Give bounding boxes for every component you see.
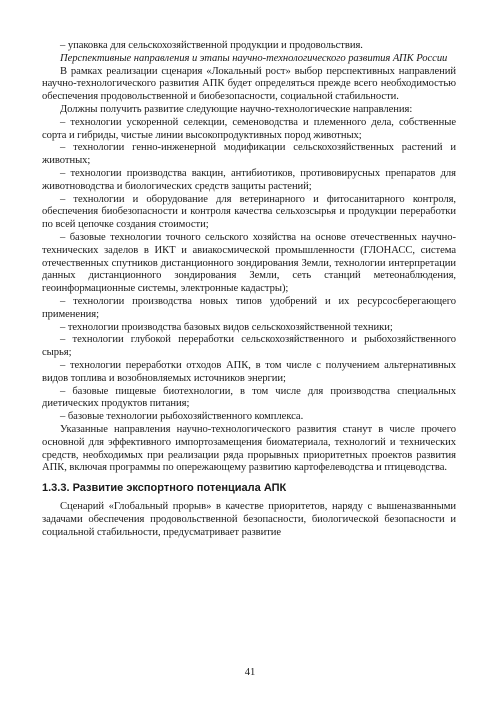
section-heading: 1.3.3. Развитие экспортного потенциала АПК bbox=[42, 482, 287, 495]
paragraph-import-substitution: Указанные направления научно-технологического развития станут в числе прочего основной для эффективного импортозамещения биоматериала, технологий и технических средств, необходимых при реализации ряда прорывных приоритетных проектов развития АПК, включая программы по опережающему развитию картофелеводства и птицеводства. bbox=[42, 423, 456, 474]
list-item-machinery: – технологии производства базовых видов сельскохозяйственной техники; bbox=[60, 321, 393, 333]
page-number: 41 bbox=[244, 667, 256, 678]
list-item-fertilizers: – технологии производства новых типов удобрений и их ресурсосберегающего применения; bbox=[42, 295, 456, 320]
paragraph-local-growth: В рамках реализации сценария «Локальный рост» выбор перспективных направлений научно-технологического развития АПК будет определяться прежде всего необходимостью обеспечения продовольственной и биобезопасности, социальной стабильности. bbox=[42, 65, 456, 103]
body-text-top bbox=[42, 40, 456, 475]
paragraph-directions-intro: Должны получить развитие следующие научно-технологические направления: bbox=[60, 103, 413, 115]
list-item-selection: – технологии ускоренной селекции, семеноводства и племенного дела, собственные сорта и гибриды, чистые линии высокопродуктивных пород животных; bbox=[42, 116, 456, 141]
subsection-title: Перспективные направления и этапы научно-технологического развития АПК России bbox=[60, 52, 448, 64]
body-text-bottom bbox=[42, 501, 456, 539]
list-item-fishery: – базовые технологии рыбохозяйственного комплекса. bbox=[60, 411, 304, 423]
list-item-deep-processing: – технологии глубокой переработки сельскохозяйственного и рыбохозяйственного сырья; bbox=[42, 334, 456, 359]
list-item-precision-farming: – базовые технологии точного сельского хозяйства на основе отечественных научно-технических заделов в ИКТ и авиакосмической промышленности (ГЛОНАСС, система отечественных спутников дистанционного зондирования Земли, технологии интерпретации данных дистанционного зондирования Земли, сеть станций метеонаблюдения, геоинформационные системы, электронные кадастры); bbox=[42, 231, 456, 295]
list-item-food-biotech: – базовые пищевые биотехнологии, в том числе для производства специальных диетических продуктов питания; bbox=[42, 385, 456, 410]
paragraph-global-breakthrough: Сценарий «Глобальный прорыв» в качестве приоритетов, наряду с вышеназванными задачами обеспечения продовольственной безопасности, биологической безопасности и социальной стабильности, предусматривает развитие bbox=[42, 501, 456, 538]
list-item-waste: – технологии переработки отходов АПК, в том числе с получением альтернативных видов топлива и возобновляемых источников энергии; bbox=[42, 359, 456, 384]
list-item-genetic: – технологии генно-инженерной модификации сельскохозяйственных растений и животных; bbox=[42, 142, 456, 167]
list-item-vet-control: – технологии и оборудование для ветеринарного и фитосанитарного контроля, обеспечения биобезопасности и контроля качества сельхозсырья и продукции переработки по всей цепочке создания стоимости; bbox=[42, 193, 456, 231]
list-item-vaccines: – технологии производства вакцин, антибиотиков, противовирусных препаратов для животноводства и биологических средств защиты растений; bbox=[42, 167, 456, 192]
list-item-packaging: – упаковка для сельскохозяйственной продукции и продовольствия. bbox=[60, 40, 363, 51]
